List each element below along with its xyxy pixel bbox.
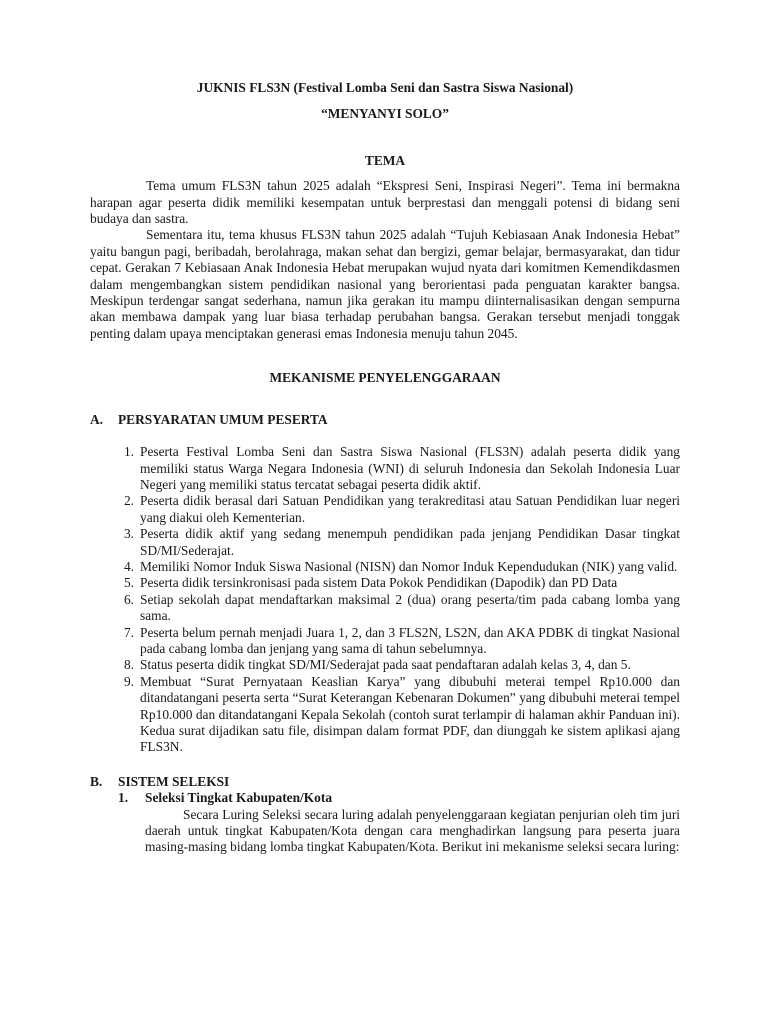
mekanisme-heading: MEKANISME PENYELENGGARAAN [269,370,501,386]
section-title: SISTEM SELEKSI [118,773,230,789]
list-item [90,575,680,591]
section-b-heading [90,774,680,790]
list-item [90,493,680,526]
item-number: 3. [123,526,134,542]
item-text: Status peserta didik tingkat SD/MI/Sederajat pada saat pendaftaran adalah kelas 3, 4, dan 5. [140,657,631,673]
tema-paragraph: Tema umum FLS3N tahun 2025 adalah “Ekspresi Seni, Inspirasi Negeri”. Tema ini bermakna harapan agar peserta didik memiliki kesempatan untuk berprestasi dan menggali potensi di bidang seni budaya dan sastra. [90,178,680,227]
item-number: 4. [123,558,134,574]
item-text: Memiliki Nomor Induk Siswa Nasional (NISN) dan Nomor Induk Kependudukan (NIK) yang valid. [140,558,678,574]
section-title: PERSYARATAN UMUM PESERTA [118,411,328,427]
item-number: 6. [123,591,134,607]
list-item [90,526,680,559]
list-item [90,625,680,658]
item-text: Setiap sekolah dapat mendaftarkan maksimal 2 (dua) orang peserta/tim pada cabang lomba yang sama. [140,591,680,624]
tema-paragraph: Sementara itu, tema khusus FLS3N tahun 2025 adalah “Tujuh Kebiasaan Anak Indonesia Hebat” yaitu bangun pagi, beribadah, berolahraga, makan sehat dan bergizi, gemar belajar, bermasyarakat, dan tidur cepat. Gerakan 7 Kebiasaan Anak Indonesia Hebat merupakan wujud nyata dari komitmen Kemendikdasmen dalam mengembangkan sistem pendidikan nasional yang berorientasi pada penguatan karakter bangsa. Meskipun terdengar sangat sederhana, namun jika gerakan itu mampu diinternalisasikan dengan sempurna akan membawa dampak yang luar biasa terhadap perubahan bangsa. Gerakan tersebut menjadi tonggak penting dalam upaya menciptakan generasi emas Indonesia menuju tahun 2045. [90,227,680,341]
item-number: 7. [123,624,134,640]
item-text: Membuat “Surat Pernyataan Keaslian Karya” yang dibubuhi meterai tempel Rp10.000 dan ditandatangani peserta serta “Surat Keterangan Kebenaran Dokumen” yang dibubuhi meterai tempel Rp10.000 dan ditandatangani Kepala Sekolah (contoh surat terlampir di halaman akhir Panduan ini). Kedua surat dijadikan satu file, disimpan dalam format PDF, dan diunggah ke sistem aplikasi ajang FLS3N. [140,673,680,755]
section-letter: A. [90,411,104,427]
subsection-number: 1. [118,790,129,806]
item-text: Peserta belum pernah menjadi Juara 1, 2, dan 3 FLS2N, LS2N, dan AKA PDBK di tingkat Nasional pada cabang lomba dan jenjang yang sama di tahun sebelumnya. [140,624,680,656]
item-text: Peserta didik aktif yang sedang menempuh pendidikan pada jenjang Pendidikan Dasar tingkat SD/MI/Sederajat. [140,526,680,558]
subsection-body [145,807,680,856]
requirements-list [90,444,680,756]
list-item [90,444,680,493]
item-text: Peserta Festival Lomba Seni dan Sastra Siswa Nasional (FLS3N) adalah peserta didik yang memiliki status Warga Negara Indonesia (WNI) di seluruh Indonesia dan Sekolah Indonesia Luar Negeri yang memiliki status tercatat sebagai peserta didik aktif. [140,444,680,492]
document-subtitle: “MENYANYI SOLO” [321,106,449,122]
item-number: 1. [123,444,134,460]
section-a-heading [90,412,680,428]
tema-heading: TEMA [364,152,406,168]
list-item [90,674,680,756]
document-title: JUKNIS FLS3N (Festival Lomba Seni dan Sastra Siswa Nasional) [196,80,574,95]
section-letter: B. [90,773,103,789]
item-number: 5. [123,575,134,591]
tema-body [90,178,680,342]
item-text: Peserta didik tersinkronisasi pada sistem Data Pokok Pendidikan (Dapodik) dan PD Data [140,575,618,591]
item-number: 8. [123,657,134,673]
list-item [90,657,680,673]
item-number: 9. [123,673,134,689]
list-item [90,559,680,575]
item-text: Peserta didik berasal dari Satuan Pendidikan yang terakreditasi atau Satuan Pendidikan luar negeri yang diakui oleh Kementerian. [140,493,680,525]
subsection-heading [118,790,680,806]
item-number: 2. [123,493,134,509]
subsection-paragraph: Secara Luring Seleksi secara luring adalah penyelenggaraan kegiatan penjurian oleh tim juri daerah untuk tingkat Kabupaten/Kota dengan cara menghadirkan langsung para peserta juara masing-masing bidang lomba tingkat Kabupaten/Kota. Berikut ini mekanisme seleksi secara luring: [145,806,680,855]
list-item [90,592,680,625]
subsection-title: Seleksi Tingkat Kabupaten/Kota [145,790,333,806]
